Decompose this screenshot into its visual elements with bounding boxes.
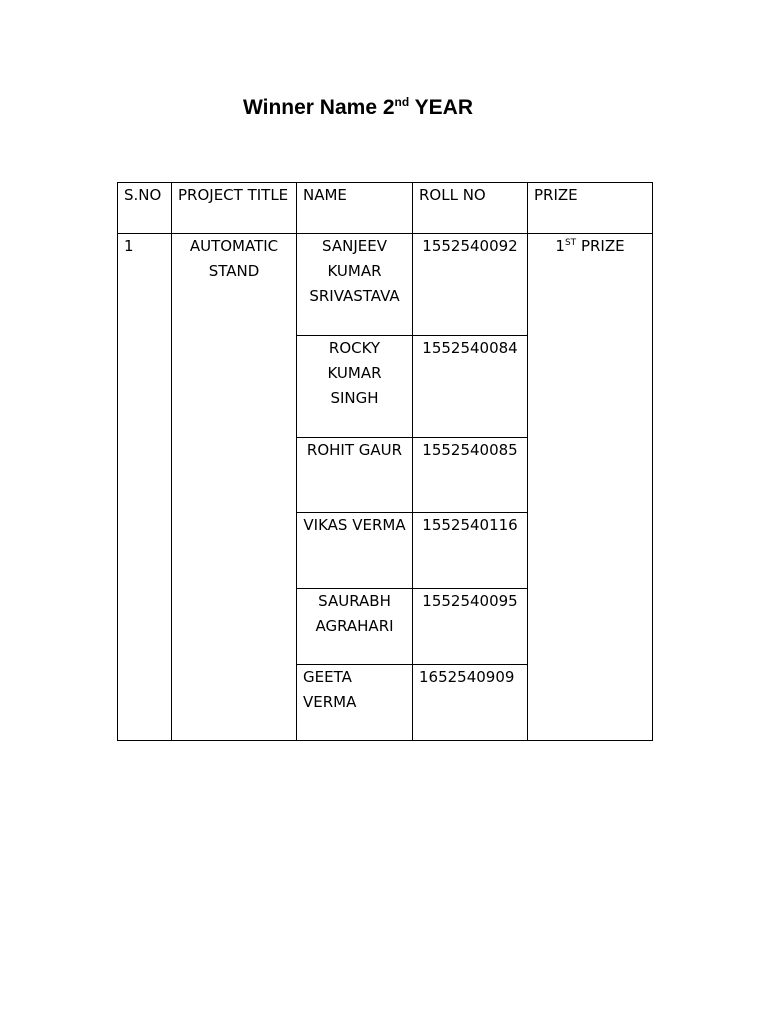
name-cell: VIKAS VERMA xyxy=(297,513,413,589)
name-cell: ROCKY KUMAR SINGH xyxy=(297,336,413,438)
title-superscript: nd xyxy=(394,95,410,109)
name-cell: SANJEEV KUMAR SRIVASTAVA xyxy=(297,234,413,336)
name-cell: ROHIT GAUR xyxy=(297,438,413,513)
title-prefix: Winner Name 2 xyxy=(242,96,395,119)
header-prize: PRIZE xyxy=(528,183,653,234)
project-title-cell: AUTOMATIC STAND xyxy=(172,234,297,741)
prize-superscript: ST xyxy=(564,238,577,248)
roll-no-cell: 1552540092 xyxy=(413,234,528,336)
sno-cell: 1 xyxy=(118,234,172,741)
roll-no-cell: 1652540909 xyxy=(413,665,528,741)
prize-number: 1 xyxy=(555,237,565,255)
header-roll-no: ROLL NO xyxy=(413,183,528,234)
roll-no-cell: 1552540084 xyxy=(413,336,528,438)
table-row xyxy=(118,234,653,336)
header-project-title: PROJECT TITLE xyxy=(172,183,297,234)
header-name: NAME xyxy=(297,183,413,234)
document-title xyxy=(0,96,716,120)
winners-table xyxy=(117,182,653,741)
roll-no-cell: 1552540116 xyxy=(413,513,528,589)
prize-text: PRIZE xyxy=(576,237,625,255)
title-suffix: YEAR xyxy=(409,96,473,119)
table-header-row xyxy=(118,183,653,234)
prize-cell xyxy=(528,234,653,741)
name-cell: SAURABH AGRAHARI xyxy=(297,589,413,665)
roll-no-cell: 1552540085 xyxy=(413,438,528,513)
roll-no-cell: 1552540095 xyxy=(413,589,528,665)
name-cell: GEETA VERMA xyxy=(297,665,413,741)
header-sno: S.NO xyxy=(118,183,172,234)
